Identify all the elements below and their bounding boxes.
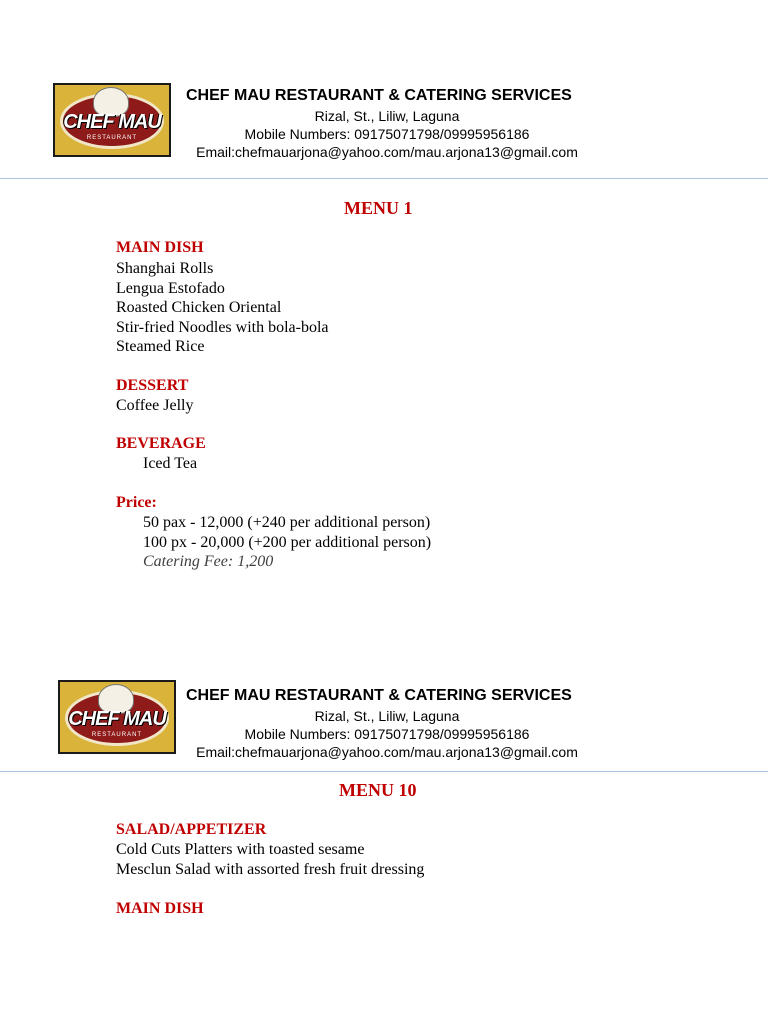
- salad-heading: SALAD/APPETIZER: [116, 821, 267, 838]
- contact-block: [170, 707, 604, 761]
- address: Rizal, St., Liliw, Laguna: [314, 708, 460, 724]
- beverage-heading: BEVERAGE: [116, 435, 206, 452]
- menu-title: MENU 10: [339, 780, 417, 800]
- price-line: 100 px - 20,000 (+200 per additional person): [143, 533, 432, 551]
- main-dish-heading: MAIN DISH: [116, 239, 204, 256]
- email-addresses: Email:chefmauarjona@yahoo.com/mau.arjona13@gmail.com: [196, 744, 578, 760]
- price-list: [143, 513, 431, 572]
- company-name: CHEF MAU RESTAURANT & CATERING SERVICES: [186, 687, 572, 704]
- price-line: 50 pax - 12,000 (+240 per additional person): [143, 514, 431, 531]
- header-divider: [0, 178, 768, 179]
- list-item: Iced Tea: [143, 455, 198, 472]
- header-divider: [0, 771, 768, 772]
- chef-mau-logo: [58, 680, 176, 754]
- list-item: Stir-fried Noodles with bola-bola: [116, 318, 329, 336]
- logo-text: CHEF MAU: [68, 708, 166, 730]
- list-item: Shanghai Rolls: [116, 260, 214, 277]
- salad-list: [116, 840, 424, 879]
- list-item: Coffee Jelly: [116, 397, 194, 414]
- email-addresses: Email:chefmauarjona@yahoo.com/mau.arjona13@gmail.com: [196, 144, 578, 160]
- address: Rizal, St., Liliw, Laguna: [314, 108, 460, 124]
- menu-title: MENU 1: [344, 198, 413, 218]
- logo-text: CHEF MAU: [63, 111, 161, 133]
- list-item: Roasted Chicken Oriental: [116, 299, 282, 317]
- list-item: Lengua Estofado: [116, 279, 225, 297]
- list-item: Cold Cuts Platters with toasted sesame: [116, 841, 365, 858]
- logo-subtext: RESTAURANT: [86, 135, 138, 141]
- price-heading: Price:: [116, 494, 157, 511]
- mobile-numbers: Mobile Numbers: 09175071798/09995956186: [244, 726, 530, 742]
- company-name: CHEF MAU RESTAURANT & CATERING SERVICES: [186, 87, 572, 104]
- dessert-heading: DESSERT: [116, 377, 189, 394]
- chef-mau-logo: [53, 83, 171, 157]
- list-item: Steamed Rice: [116, 338, 205, 356]
- catering-fee: Catering Fee: 1,200: [143, 553, 274, 571]
- main-dish-heading: MAIN DISH: [116, 900, 204, 917]
- main-dish-list: [116, 259, 329, 357]
- list-item: Mesclun Salad with assorted fresh fruit dressing: [116, 860, 425, 878]
- mobile-numbers: Mobile Numbers: 09175071798/09995956186: [244, 126, 530, 142]
- logo-subtext: RESTAURANT: [91, 732, 143, 738]
- contact-block: [170, 107, 604, 161]
